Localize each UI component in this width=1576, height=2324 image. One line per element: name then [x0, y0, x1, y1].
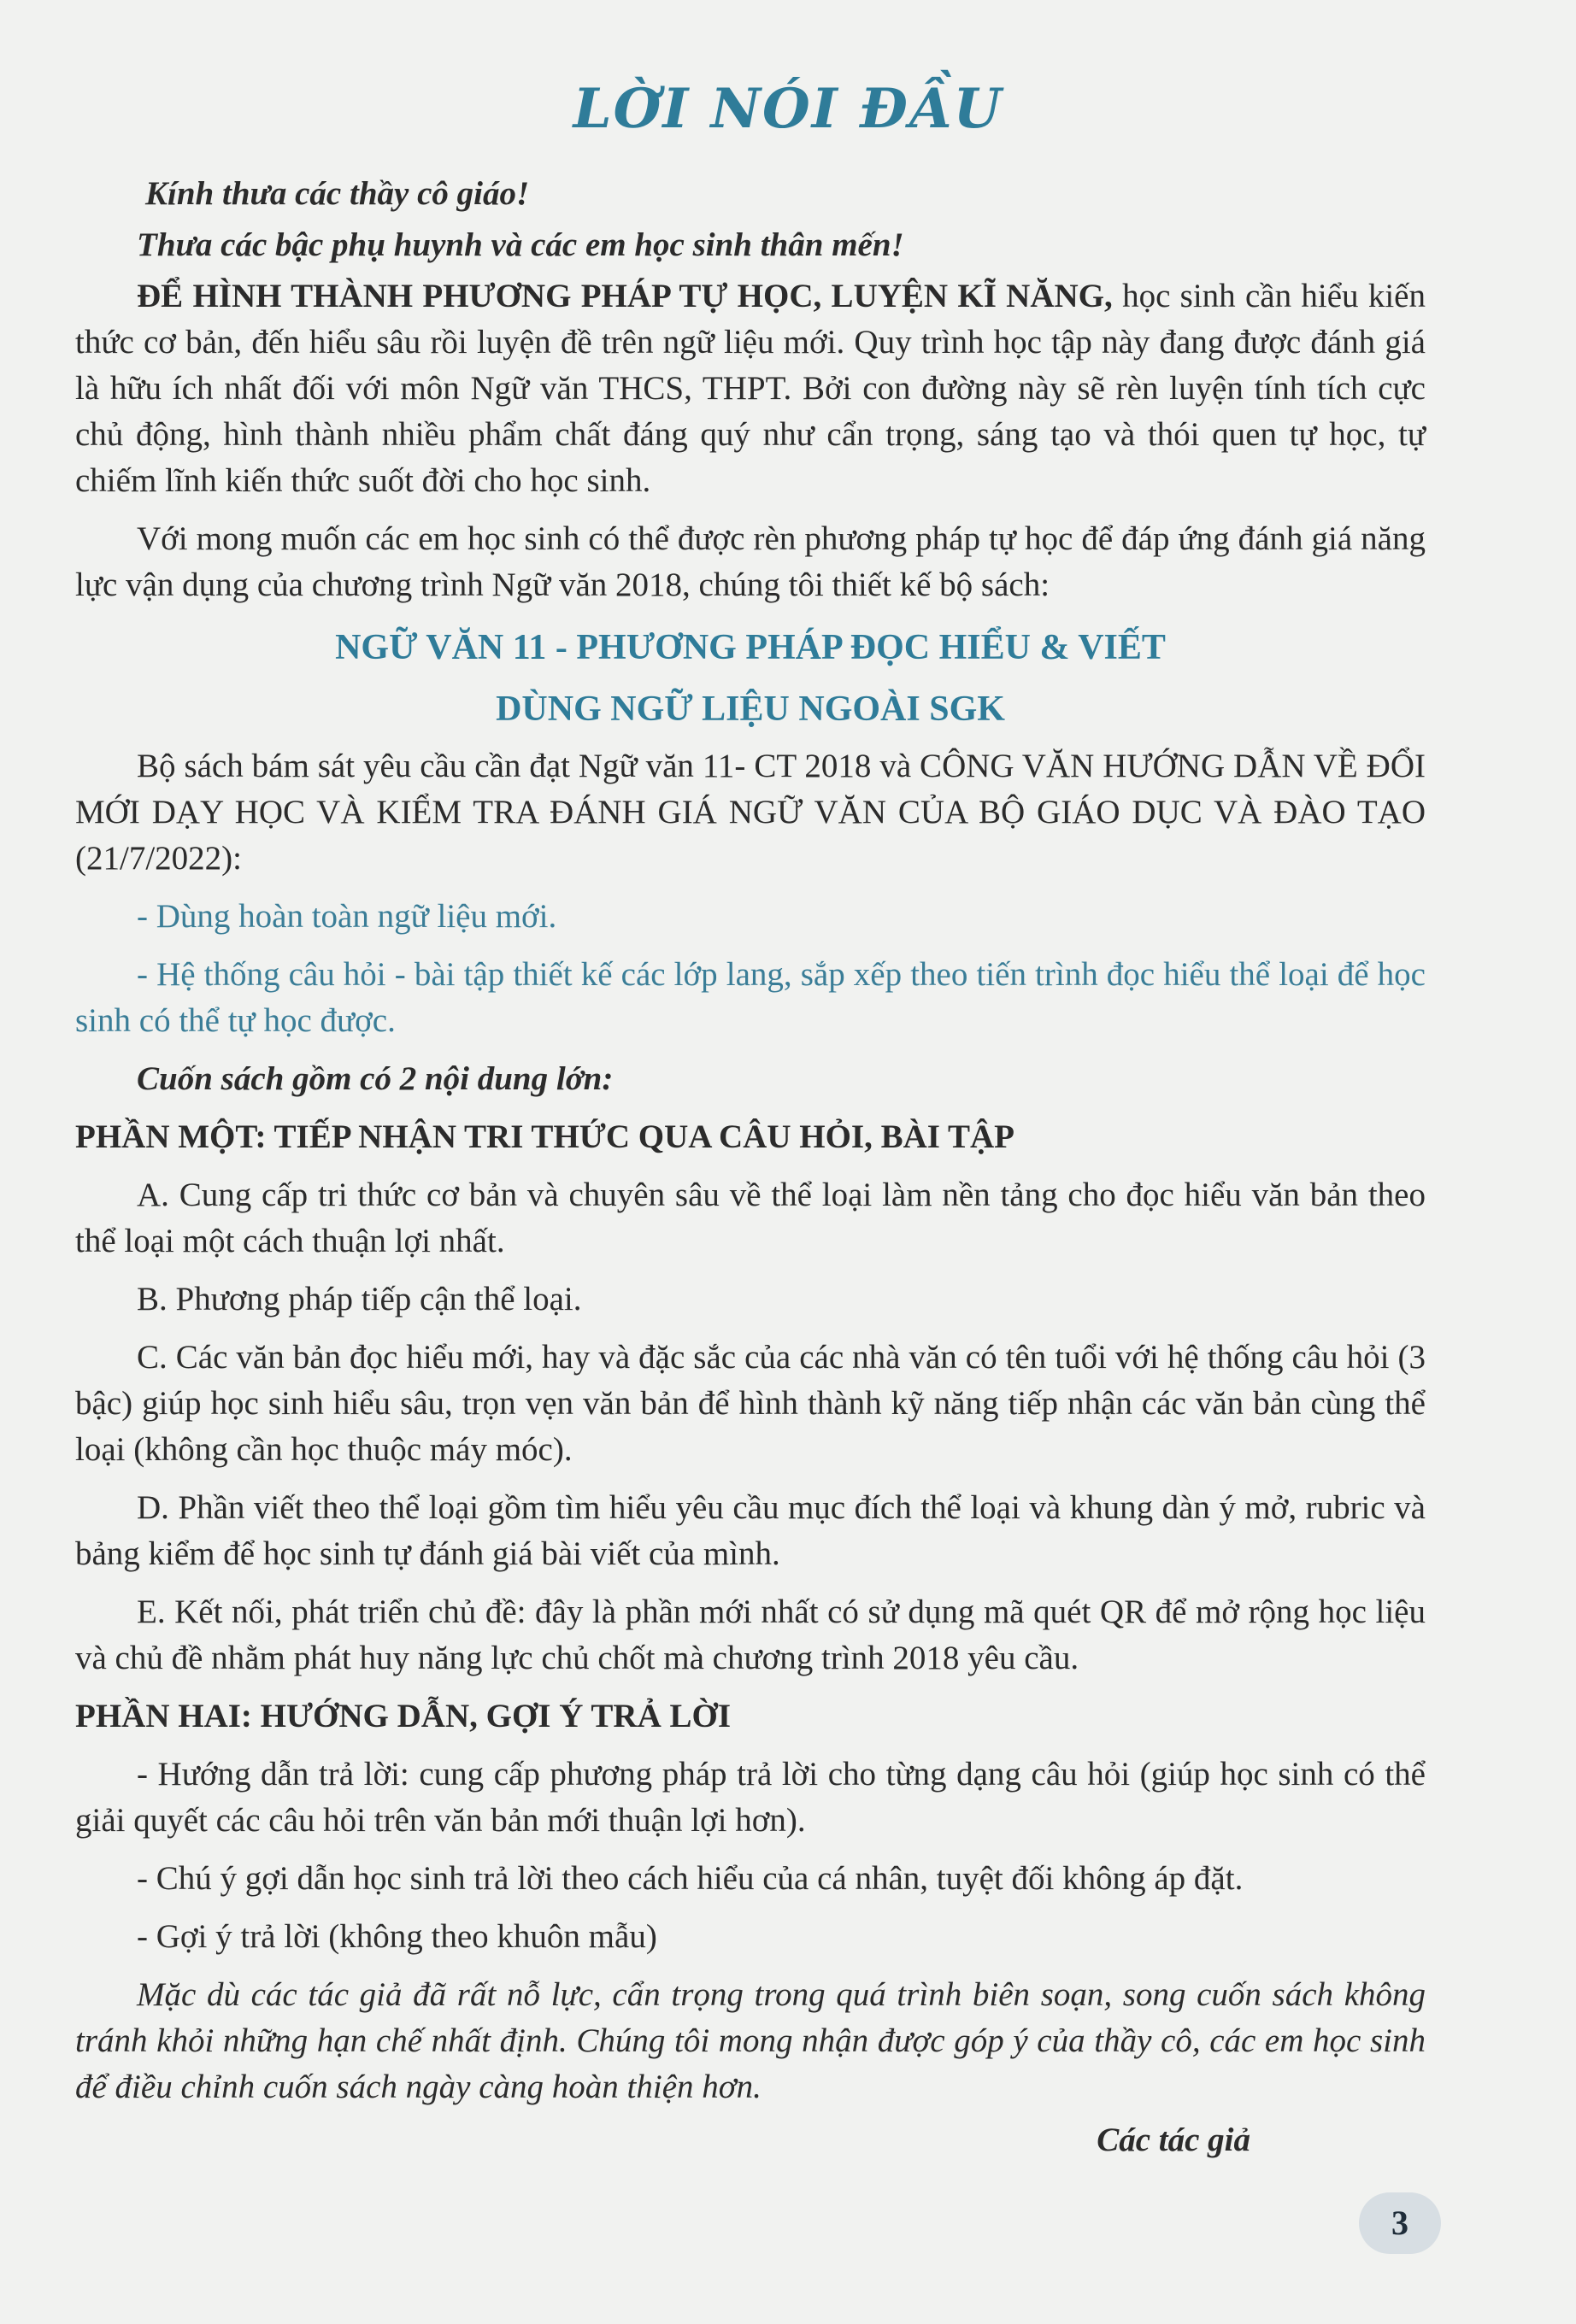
paragraph-self-study-lead: ĐỂ HÌNH THÀNH PHƯƠNG PHÁP TỰ HỌC, LUYỆN KĨ NĂNG, — [137, 278, 1113, 314]
book-title-line-1: NGỮ VĂN 11 - PHƯƠNG PHÁP ĐỌC HIỂU & VIẾT — [335, 628, 1166, 667]
part-one-item-e: E. Kết nối, phát triển chủ đề: đây là phần mới nhất có sử dụng mã quét QR để mở rộng học liệu và chủ đề nhằm phát huy năng lực chủ chốt mà chương trình 2018 yêu cầu. — [75, 1593, 1426, 1676]
contents-intro: Cuốn sách gồm có 2 nội dung lớn: — [137, 1060, 614, 1097]
paragraph-self-study — [75, 273, 1426, 504]
bullet-new-material: - Dùng hoàn toàn ngữ liệu mới. — [137, 898, 557, 935]
part-one-item-b: B. Phương pháp tiếp cận thể loại. — [137, 1281, 582, 1318]
paragraph-purpose: Với mong muốn các em học sinh có thể được rèn phương pháp tự học để đáp ứng đánh giá năng lực vận dụng của chương trình Ngữ văn 2018, chúng tôi thiết kế bộ sách: — [75, 520, 1426, 603]
paragraph-self-study-text: học sinh cần hiểu kiến thức cơ bản, đến hiểu sâu rồi luyện đề trên ngữ liệu mới. Quy trình học tập này đang được đánh giá là hữu ích nhất đối với môn Ngữ văn THCS, THPT. Bởi con đường này sẽ rèn luyện tính tích cực chủ động, hình thành nhiều phẩm chất đáng quý như cẩn trọng, sáng tạo và thói quen tự học, tự chiếm lĩnh kiến thức suốt đời cho học sinh. — [75, 278, 1426, 499]
part-one-item-a: A. Cung cấp tri thức cơ bản và chuyên sâu về thể loại làm nền tảng cho đọc hiểu văn bản theo thể loại một cách thuận lợi nhất. — [75, 1177, 1426, 1259]
part-two-item-guide: - Hướng dẫn trả lời: cung cấp phương pháp trả lời cho từng dạng câu hỏi (giúp học sinh có thể giải quyết các câu hỏi trên văn bản mới thuận lợi hơn). — [75, 1756, 1426, 1839]
part-two-heading: PHẦN HAI: HƯỚNG DẪN, GỢI Ý TRẢ LỜI — [75, 1698, 732, 1734]
greeting-teachers: Kính thưa các thầy cô giáo! — [145, 175, 530, 212]
closing-paragraph: Mặc dù các tác giả đã rất nỗ lực, cẩn trọng trong quá trình biên soạn, song cuốn sách không tránh khỏi những hạn chế nhất định. Chúng tôi mong nhận được góp ý của thầy cô, các em học sinh để điều chỉnh cuốn sách ngày càng hoàn thiện hơn. — [75, 1976, 1426, 2105]
part-one-item-c: C. Các văn bản đọc hiểu mới, hay và đặc sắc của các nhà văn có tên tuổi với hệ thống câu hỏi (3 bậc) giúp học sinh hiểu sâu, trọn vẹn văn bản để hình thành kỹ năng tiếp nhận các văn bản cùng thể loại (không cần học thuộc máy móc). — [75, 1339, 1426, 1468]
part-two-item-note: - Chú ý gợi dẫn học sinh trả lời theo cách hiểu của cá nhân, tuyệt đối không áp đặt. — [137, 1860, 1244, 1897]
greeting-parents: Thưa các bậc phụ huynh và các em học sinh thân mến! — [137, 226, 904, 263]
signature: Các tác giả — [1097, 2122, 1250, 2158]
bullet-question-system: - Hệ thống câu hỏi - bài tập thiết kế các lớp lang, sắp xếp theo tiến trình đọc hiểu thể loại để học sinh có thể tự học được. — [75, 956, 1426, 1039]
preface-body — [75, 171, 1426, 2175]
part-one-heading: PHẦN MỘT: TIẾP NHẬN TRI THỨC QUA CÂU HỎI, BÀI TẬP — [75, 1118, 1014, 1155]
page-title: LỜI NÓI ĐẦU — [573, 77, 1003, 141]
page-number-badge: 3 — [1359, 2192, 1441, 2254]
book-title-line-2: DÙNG NGỮ LIỆU NGOÀI SGK — [496, 690, 1005, 729]
part-one-item-d: D. Phần viết theo thể loại gồm tìm hiểu yêu cầu mục đích thể loại và khung dàn ý mở, rubric và bảng kiểm để học sinh tự đánh giá bài viết của mình. — [75, 1489, 1426, 1572]
paragraph-curriculum: Bộ sách bám sát yêu cầu cần đạt Ngữ văn 11- CT 2018 và CÔNG VĂN HƯỚNG DẪN VỀ ĐỔI MỚI DẠY HỌC VÀ KIỂM TRA ĐÁNH GIÁ NGỮ VĂN CỦA BỘ GIÁO DỤC VÀ ĐÀO TẠO (21/7/2022): — [75, 748, 1426, 877]
part-two-item-suggest: - Gợi ý trả lời (không theo khuôn mẫu) — [137, 1918, 657, 1955]
